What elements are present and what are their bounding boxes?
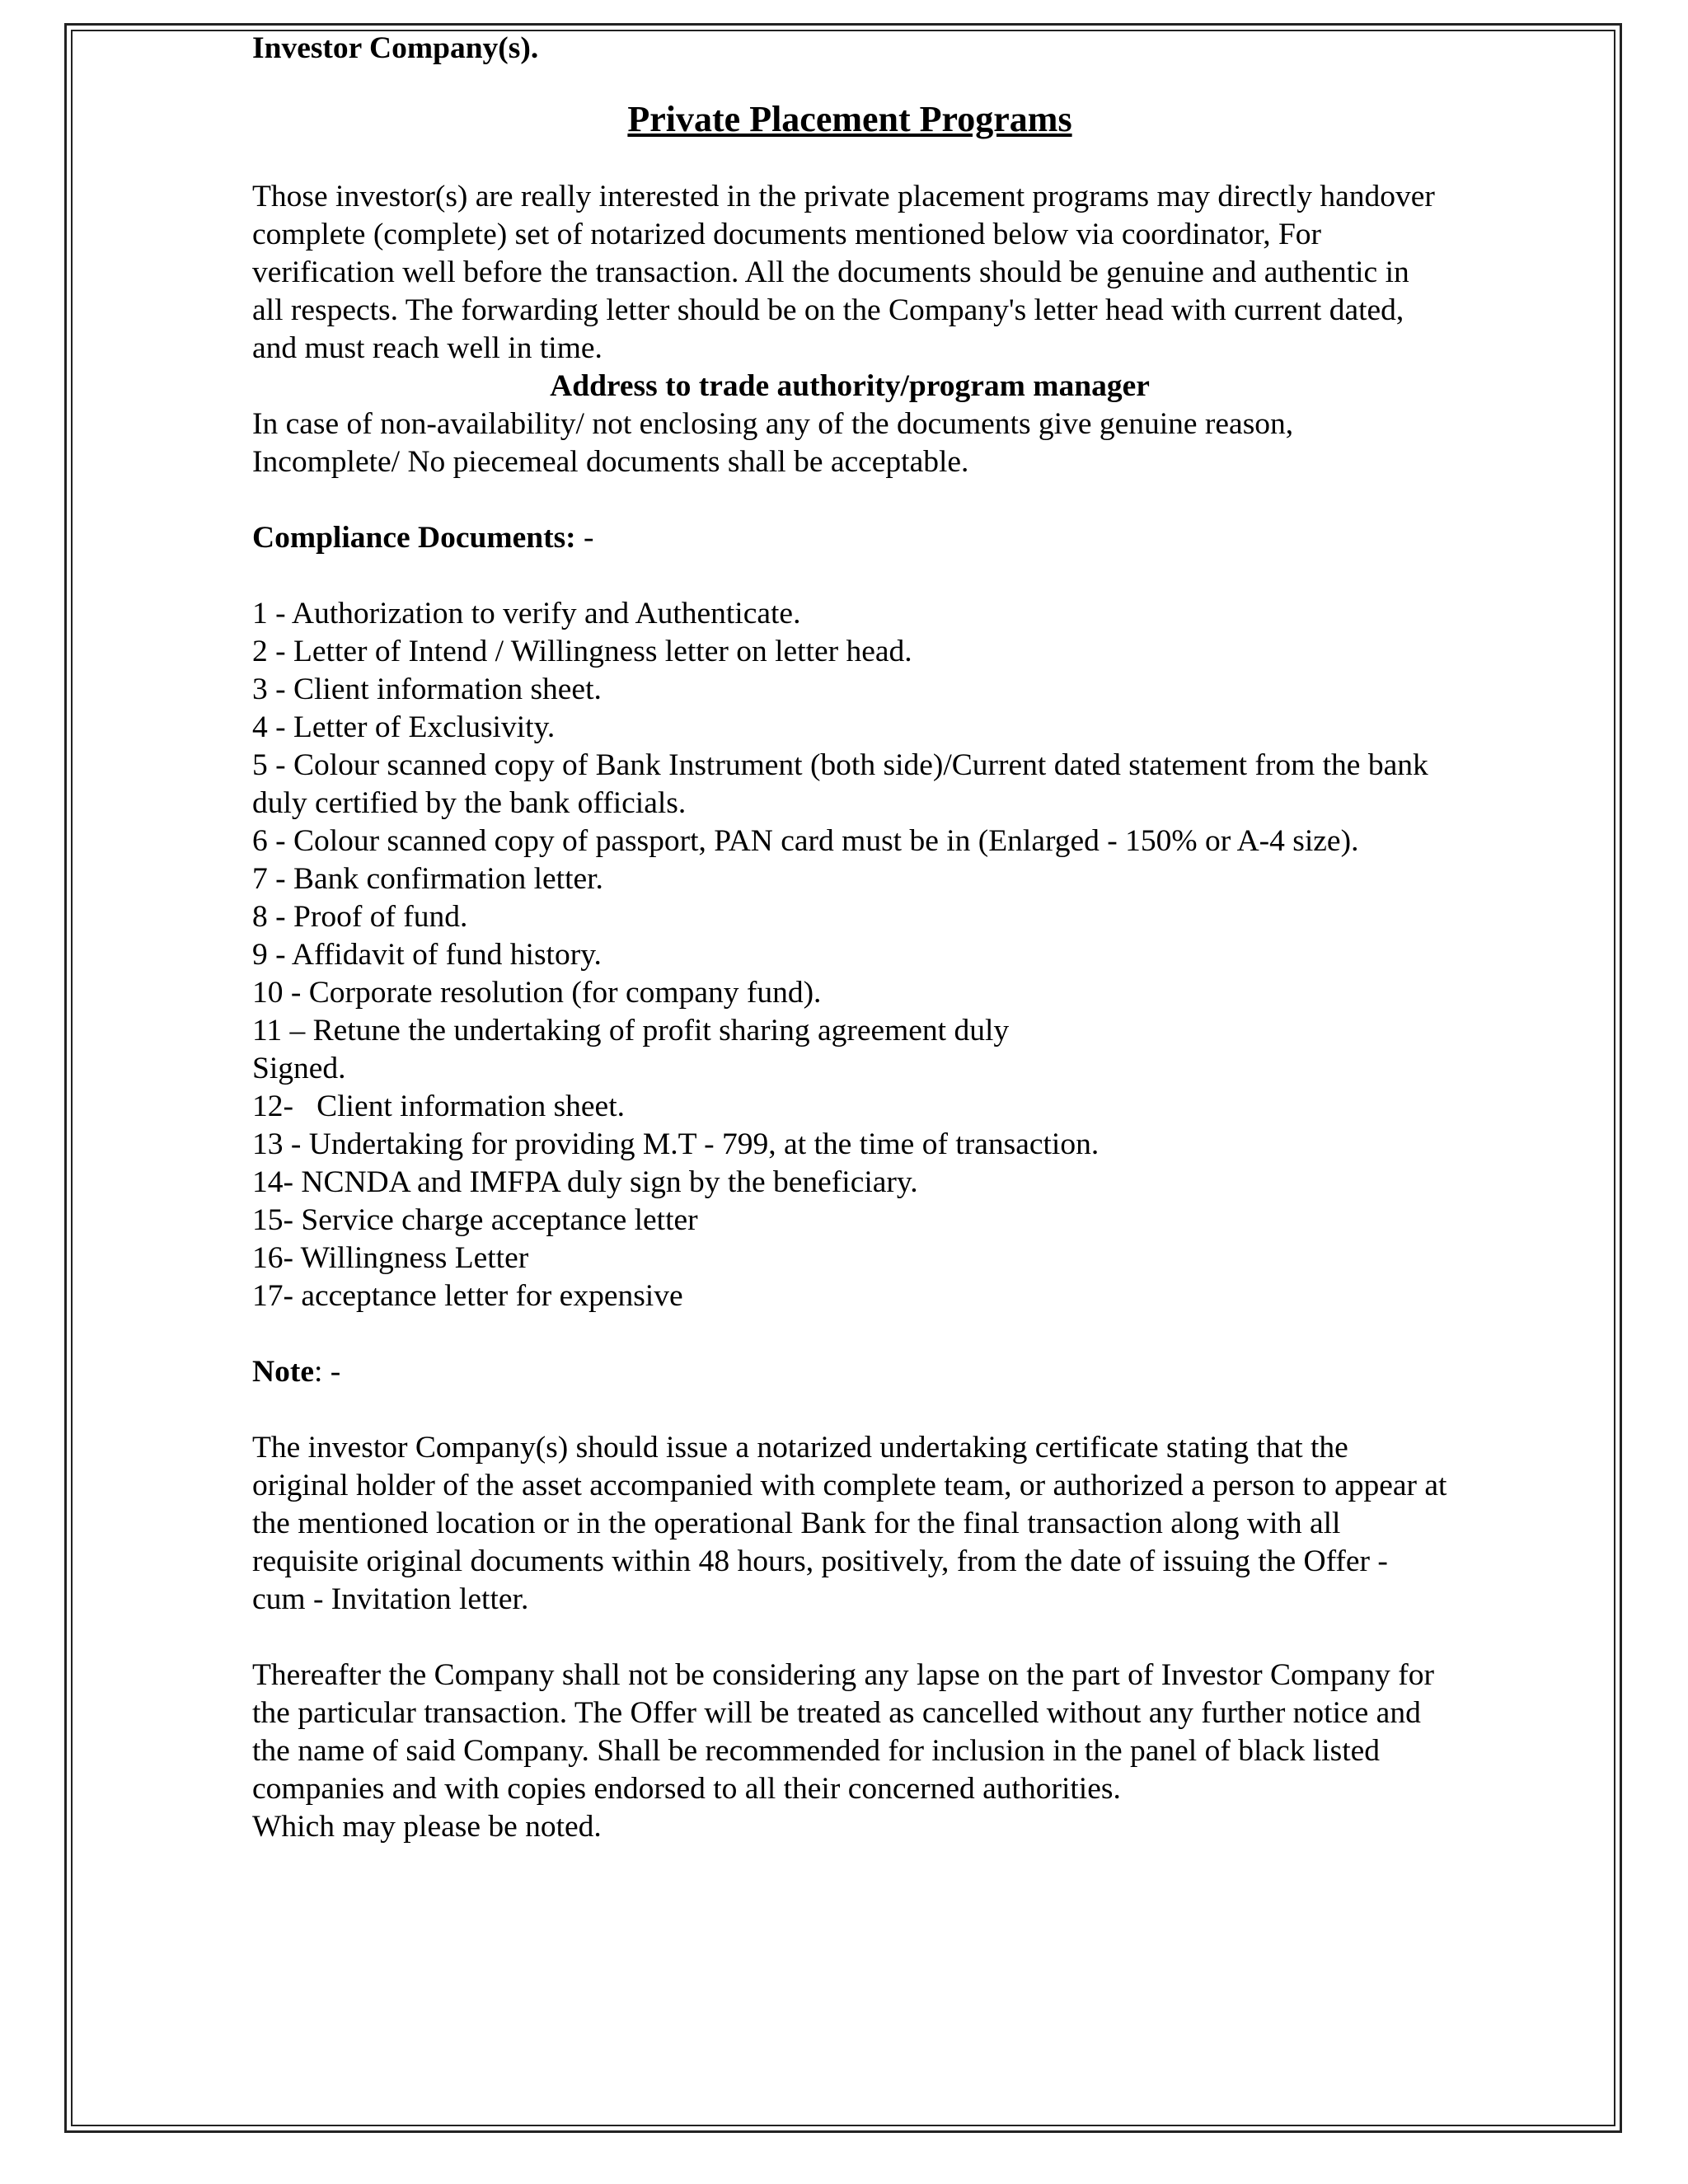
note-suffix: : -: [313, 1355, 341, 1389]
address-heading: Address to trade authority/program manager: [550, 369, 1150, 403]
section-heading-investor: Investor Company(s).: [252, 31, 539, 65]
closing-line: Which may please be noted.: [252, 1810, 602, 1844]
note-paragraph-2: Thereafter the Company shall not be considering any lapse on the part of Investor Company for the particular transaction. The Offer will be treated as cancelled without any further notice and the name of said Company. Shall be recommended for inclusion in the panel of black listed companies and with copies endorsed to all their concerned authorities.: [252, 1658, 1434, 1806]
availability-paragraph: In case of non-availability/ not enclosing any of the documents give genuine reason, Incomplete/ No piecemeal documents shall be acceptable.: [252, 407, 1294, 479]
list-item: 6 - Colour scanned copy of passport, PAN card must be in (Enlarged - 150% or A-4 size).: [252, 824, 1359, 858]
list-item: 12- Client information sheet.: [252, 1090, 625, 1123]
list-item: 7 - Bank confirmation letter.: [252, 862, 603, 896]
list-item: 3 - Client information sheet.: [252, 673, 602, 706]
note-heading: [252, 1353, 1447, 1391]
intro-paragraph: Those investor(s) are really interested in the private placement programs may directly handover complete (complete) set of notarized documents mentioned below via coordinator, For verification well before the transaction. All the documents should be genuine and authentic in all respects. The forwarding letter should be on the Company's letter head with current dated, and must reach well in time.: [252, 180, 1435, 365]
list-item: 10 - Corporate resolution (for company fund).: [252, 976, 822, 1010]
list-item: 14- NCNDA and IMFPA duly sign by the beneficiary.: [252, 1165, 918, 1199]
compliance-heading-suffix: -: [575, 521, 594, 555]
list-item-continuation: Signed.: [252, 1052, 346, 1085]
compliance-document-list: [252, 595, 1447, 1315]
list-item: 9 - Affidavit of fund history.: [252, 938, 602, 972]
list-item: 8 - Proof of fund.: [252, 900, 468, 934]
list-item: 11 – Retune the undertaking of profit sharing agreement duly: [252, 1014, 1010, 1047]
compliance-heading-label: Compliance Documents:: [252, 521, 576, 555]
document-body: [252, 30, 1447, 1846]
list-item: 1 - Authorization to verify and Authenticate.: [252, 597, 801, 630]
note-paragraph-1: The investor Company(s) should issue a notarized undertaking certificate stating that the original holder of the asset accompanied with complete team, or authorized a person to appear at the mentioned location or in the operational Bank for the final transaction along with all requisite original documents within 48 hours, positively, from the date of issuing the Offer - cum - Invitation letter.: [252, 1431, 1447, 1616]
page-title: Private Placement Programs: [627, 99, 1072, 139]
list-item: 17- acceptance letter for expensive: [252, 1279, 683, 1313]
compliance-heading: [252, 519, 1447, 557]
note-label: Note: [252, 1355, 314, 1389]
list-item: 4 - Letter of Exclusivity.: [252, 710, 556, 744]
list-item: 15- Service charge acceptance letter: [252, 1203, 698, 1237]
list-item: 16- Willingness Letter: [252, 1241, 529, 1275]
list-item: 5 - Colour scanned copy of Bank Instrument (both side)/Current dated statement from the bank duly certified by the bank officials.: [252, 748, 1428, 820]
list-item: 13 - Undertaking for providing M.T - 799, at the time of transaction.: [252, 1127, 1100, 1161]
list-item: 2 - Letter of Intend / Willingness letter on letter head.: [252, 635, 912, 668]
